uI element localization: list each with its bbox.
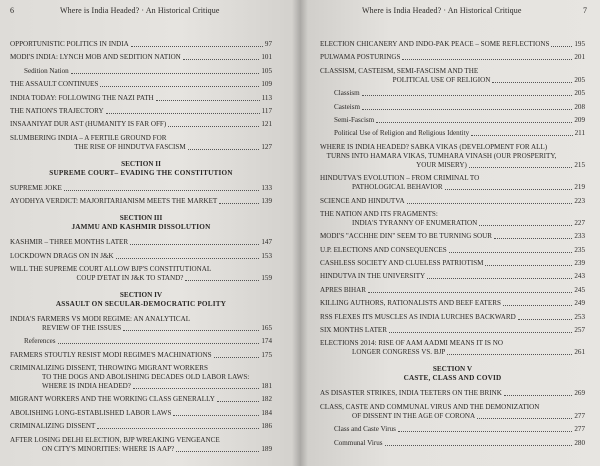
- entry-title-line: INDIA'S TYRANNY OF ENUMERATION: [352, 218, 478, 227]
- dot-leader: [106, 113, 260, 114]
- dot-leader: [214, 357, 260, 358]
- toc-entry[interactable]: [320, 210, 585, 228]
- entry-page-number: 277: [574, 411, 585, 420]
- table-of-contents: [320, 40, 585, 452]
- entry-page-number: 105: [261, 66, 272, 75]
- page-number: 7: [583, 6, 588, 15]
- entry-page-number: 257: [574, 326, 585, 335]
- dot-leader: [362, 95, 573, 96]
- entry-title-line: Class and Caste Virus: [334, 425, 396, 434]
- toc-entry[interactable]: [320, 174, 585, 192]
- entry-page-number: 139: [261, 197, 272, 206]
- toc-entry[interactable]: [10, 80, 272, 89]
- section-number: SECTION II: [121, 159, 161, 168]
- running-title: Where is India Headed? · An Historical Critique: [362, 6, 522, 15]
- entry-title-line: SLUMBERING INDIA – A FERTILE GROUND FOR: [10, 133, 167, 142]
- dot-leader: [133, 388, 260, 389]
- running-title: Where is India Headed? · An Historical Critique: [60, 6, 220, 15]
- entry-page-number: 249: [574, 299, 585, 308]
- entry-title-line: THE NATION AND ITS FRAGMENTS:: [320, 209, 438, 218]
- section-heading: [10, 160, 272, 178]
- entry-page-number: 223: [574, 196, 585, 205]
- entry-title-line: THE NATION'S TRAJECTORY: [10, 106, 104, 115]
- entry-page-number: 215: [574, 160, 585, 169]
- entry-title-line: Sedition Nation: [24, 66, 69, 75]
- dot-leader: [504, 395, 573, 396]
- entry-title-line: INDIA TODAY: FOLLOWING THE NAZI PATH: [10, 93, 154, 102]
- entry-page-number: 175: [261, 350, 272, 359]
- entry-page-number: 233: [574, 232, 585, 241]
- entry-page-number: 181: [261, 382, 272, 391]
- dot-leader: [100, 86, 259, 87]
- dot-leader: [156, 100, 260, 101]
- entry-title-line: ABOLISHING LONG-ESTABLISHED LABOR LAWS: [10, 408, 172, 417]
- dot-leader: [58, 343, 260, 344]
- toc-entry[interactable]: [10, 238, 272, 247]
- entry-title-line: KILLING AUTHORS, RATIONALISTS AND BEEF EATERS: [320, 299, 501, 308]
- entry-title-line: CASHLESS SOCIETY AND CLUELESS PATRIOTISM: [320, 259, 484, 268]
- entry-title-line: WILL THE SUPREME COURT ALLOW BJP'S CONSTITUTIONAL: [10, 264, 212, 273]
- entry-title-line: RSS FLEXES ITS MUSCLES AS INDIA LURCHES BACKWARD: [320, 312, 516, 321]
- entry-page-number: 245: [574, 285, 585, 294]
- dot-leader: [217, 401, 259, 402]
- toc-entry[interactable]: [10, 395, 272, 404]
- dot-leader: [219, 203, 259, 204]
- entry-page-number: 117: [261, 106, 272, 115]
- entry-title-line: YOUR MISERY): [416, 160, 467, 169]
- toc-entry[interactable]: [10, 364, 272, 391]
- section-number: SECTION III: [119, 214, 163, 223]
- dot-leader: [185, 280, 259, 281]
- entry-title-line: INSAANIYAT DUR AST (HUMANITY IS FAR OFF): [10, 120, 167, 129]
- page-number: 6: [10, 6, 15, 15]
- entry-page-number: 153: [261, 251, 272, 260]
- entry-page-number: 147: [261, 238, 272, 247]
- dot-leader: [479, 225, 572, 226]
- dot-leader: [503, 305, 572, 306]
- entry-page-number: 205: [574, 75, 585, 84]
- toc-entry[interactable]: [320, 143, 585, 170]
- dot-leader: [97, 428, 259, 429]
- entry-page-number: 165: [261, 323, 272, 332]
- dot-leader: [398, 431, 572, 432]
- entry-page-number: 182: [261, 395, 272, 404]
- entry-page-number: 209: [574, 115, 585, 124]
- entry-page-number: 205: [574, 89, 585, 98]
- toc-subentry[interactable]: [10, 337, 272, 346]
- entry-title-line: Communal Virus: [334, 438, 383, 447]
- dot-leader: [116, 258, 260, 259]
- entry-title-line: ELECTION CHICANERY AND INDO-PAK PEACE – SOME REFLECTIONS: [320, 40, 550, 48]
- dot-leader: [494, 238, 572, 239]
- table-of-contents: [10, 40, 272, 458]
- entry-page-number: 184: [261, 408, 272, 417]
- dot-leader: [176, 451, 259, 452]
- dot-leader: [362, 109, 572, 110]
- toc-entry[interactable]: [320, 403, 585, 421]
- entry-title-line: PATHOLOGICAL BEHAVIOR: [352, 183, 443, 192]
- entry-title-line: Political Use of Religion and Religious Identity: [334, 129, 470, 138]
- entry-title-line: ON CITY'S MINORITIES: WHERE IS AAP?: [42, 444, 175, 453]
- entry-title-line: POLITICAL USE OF RELIGION: [392, 75, 491, 84]
- section-title: CASTE, CLASS AND COVID: [403, 374, 502, 383]
- dot-leader: [477, 418, 572, 419]
- section-number: SECTION V: [432, 365, 473, 374]
- toc-subentry[interactable]: [320, 89, 585, 98]
- entry-page-number: 109: [261, 80, 272, 89]
- toc-entry[interactable]: [10, 40, 272, 49]
- section-heading: [10, 291, 272, 309]
- entry-page-number: 101: [261, 53, 272, 62]
- entry-title-line: Semi-Fascism: [334, 115, 375, 124]
- dot-leader: [368, 292, 572, 293]
- section-heading: [320, 365, 585, 383]
- dot-leader: [492, 82, 572, 83]
- dot-leader: [427, 278, 572, 279]
- toc-entry[interactable]: [10, 53, 272, 62]
- entry-title-line: FARMERS STOUTLY RESIST MODI REGIME'S MACHINATIONS: [10, 350, 212, 359]
- dot-leader: [447, 354, 572, 355]
- section-title: SUPREME COURT– EVADING THE CONSTITUTION: [49, 168, 233, 177]
- toc-entry[interactable]: [10, 265, 272, 283]
- entry-title-line: Classism: [334, 89, 360, 98]
- toc-subentry[interactable]: [320, 425, 585, 434]
- dot-leader: [131, 46, 263, 47]
- entry-title-line: KASHMIR – THREE MONTHS LATER: [10, 238, 129, 247]
- entry-page-number: 261: [574, 348, 585, 357]
- toc-entry[interactable]: [320, 272, 585, 281]
- entry-title-line: HINDUTVA IN THE UNIVERSITY: [320, 272, 426, 281]
- entry-title-line: CRIMINALIZING DISSENT, THROWING MIGRANT WORKERS: [10, 364, 208, 373]
- entry-title-line: Casteism: [334, 102, 361, 111]
- toc-entry[interactable]: [10, 107, 272, 116]
- entry-page-number: 280: [574, 438, 585, 447]
- entry-title-line: TO THE DOGS AND ABOLISHING DECADES OLD LABOR LAWS:: [42, 373, 250, 382]
- entry-page-number: 97: [264, 40, 272, 48]
- right-page: [300, 0, 600, 466]
- toc-subentry[interactable]: [320, 129, 585, 138]
- toc-entry[interactable]: [10, 252, 272, 261]
- entry-title-line: WHERE IS INDIA HEADED? SABKA VIKAS (DEVELOPMENT FOR ALL): [320, 142, 548, 151]
- toc-entry[interactable]: [320, 326, 585, 335]
- toc-subentry[interactable]: [320, 103, 585, 112]
- entry-page-number: 211: [574, 129, 585, 138]
- toc-entry[interactable]: [320, 389, 585, 398]
- entry-title-line: WHERE IS INDIA HEADED?: [42, 382, 131, 391]
- entry-title-line: CRIMINALIZING DISSENT: [10, 422, 96, 431]
- entry-title-line: AFTER LOSING DELHI ELECTION, BJP WREAKING VENGEANCE: [10, 435, 220, 444]
- entry-page-number: 121: [261, 120, 272, 129]
- entry-title-line: HINDUTVA'S EVOLUTION – FROM CRIMINAL TO: [320, 174, 480, 183]
- entry-title-line: CLASSISM, CASTEISM, SEMI-FASCISM AND THE: [320, 66, 479, 75]
- dot-leader: [123, 330, 259, 331]
- entry-page-number: 243: [574, 272, 585, 281]
- dot-leader: [551, 46, 572, 47]
- toc-entry[interactable]: [320, 286, 585, 295]
- entry-page-number: 159: [261, 273, 272, 282]
- entry-title-line: OF DISSENT IN THE AGE OF CORONA: [352, 411, 476, 420]
- entry-title-line: AS DISASTER STRIKES, INDIA TEETERS ON THE BRINK: [320, 389, 502, 398]
- entry-title-line: CLASS, CASTE AND COMMUNAL VIRUS AND THE DEMONIZATION: [320, 402, 540, 411]
- toc-entry[interactable]: [10, 422, 272, 431]
- dot-leader: [173, 415, 259, 416]
- entry-title-line: PULWAMA POSTURINGS: [320, 53, 401, 62]
- dot-leader: [449, 252, 573, 253]
- section-heading: [10, 214, 272, 232]
- entry-title-line: OPPORTUNISTIC POLITICS IN INDIA: [10, 40, 129, 48]
- toc-subentry[interactable]: [320, 439, 585, 448]
- entry-page-number: 201: [574, 53, 585, 62]
- entry-page-number: 174: [261, 337, 272, 346]
- section-title: JAMMU AND KASHMIR DISSOLUTION: [71, 223, 211, 232]
- entry-title-line: MODI'S "ACCHHE DIN" SEEM TO BE TURNING SOUR: [320, 232, 493, 241]
- toc-entry[interactable]: [10, 134, 272, 152]
- entry-title-line: LONGER CONGRESS VS. BJP: [352, 348, 446, 357]
- entry-page-number: 227: [574, 218, 585, 227]
- dot-leader: [402, 59, 572, 60]
- dot-leader: [471, 135, 572, 136]
- toc-subentry[interactable]: [10, 67, 272, 76]
- entry-title-line: MODI'S INDIA: LYNCH MOB AND SEDITION NATION: [10, 53, 181, 62]
- entry-page-number: 113: [261, 93, 272, 102]
- dot-leader: [64, 190, 260, 191]
- toc-entry[interactable]: [10, 197, 272, 206]
- entry-title-line: References: [24, 337, 56, 346]
- entry-title-line: THE RISE OF HINDUTVA FASCISM: [74, 142, 186, 151]
- entry-page-number: 235: [574, 245, 585, 254]
- dot-leader: [518, 319, 573, 320]
- entry-page-number: 239: [574, 259, 585, 268]
- dot-leader: [407, 203, 573, 204]
- entry-page-number: 186: [261, 422, 272, 431]
- dot-leader: [445, 189, 573, 190]
- toc-entry[interactable]: [10, 436, 272, 454]
- dot-leader: [376, 122, 572, 123]
- toc-entry[interactable]: [320, 67, 585, 85]
- section-number: SECTION IV: [119, 290, 163, 299]
- entry-title-line: APRES BIHAR: [320, 285, 366, 294]
- toc-entry[interactable]: [320, 53, 585, 62]
- entry-title-line: AYODHYA VERDICT: MAJORITARIANISM MEETS THE MARKET: [10, 197, 218, 206]
- toc-entry[interactable]: [10, 315, 272, 333]
- entry-title-line: TURNS INTO HAMARA VIKAS, TUMHARA VINASH (OUR PROSPERITY,: [326, 151, 557, 160]
- entry-page-number: 253: [574, 312, 585, 321]
- toc-entry[interactable]: [10, 351, 272, 360]
- toc-entry[interactable]: [320, 299, 585, 308]
- dot-leader: [71, 73, 260, 74]
- dot-leader: [389, 332, 572, 333]
- entry-page-number: 133: [261, 183, 272, 192]
- toc-subentry[interactable]: [320, 116, 585, 125]
- dot-leader: [469, 167, 573, 168]
- entry-page-number: 195: [574, 40, 585, 48]
- entry-title-line: SCIENCE AND HINDUTVA: [320, 196, 405, 205]
- entry-page-number: 277: [574, 425, 585, 434]
- entry-title-line: SIX MONTHS LATER: [320, 326, 387, 335]
- entry-page-number: 269: [574, 389, 585, 398]
- dot-leader: [188, 149, 260, 150]
- entry-title-line: COUP D'ETAT IN J&K TO STAND?: [76, 273, 184, 282]
- dot-leader: [385, 445, 573, 446]
- entry-title-line: INDIA'S FARMERS VS MODI REGIME: AN ANALYTICAL: [10, 314, 191, 323]
- toc-entry[interactable]: [320, 197, 585, 206]
- toc-entry[interactable]: [320, 313, 585, 322]
- entry-title-line: LOCKDOWN DRAGS ON IN J&K: [10, 251, 114, 260]
- entry-title-line: U.P. ELECTIONS AND CONSEQUENCES: [320, 245, 447, 254]
- entry-title-line: SUPREME JOKE: [10, 183, 62, 192]
- entry-page-number: 208: [574, 102, 585, 111]
- toc-entry[interactable]: [10, 409, 272, 418]
- toc-entry[interactable]: [320, 259, 585, 268]
- dot-leader: [168, 126, 259, 127]
- entry-title-line: THE ASSAULT CONTINUES: [10, 80, 99, 89]
- toc-entry[interactable]: [10, 94, 272, 103]
- toc-entry[interactable]: [320, 40, 585, 49]
- entry-title-line: ELECTIONS 2014: RISE OF AAM AADMI MEANS IT IS NO: [320, 339, 503, 348]
- toc-entry[interactable]: [10, 120, 272, 129]
- entry-page-number: 127: [261, 142, 272, 151]
- toc-entry[interactable]: [10, 184, 272, 193]
- dot-leader: [183, 59, 260, 60]
- toc-entry[interactable]: [320, 232, 585, 241]
- entry-title-line: REVIEW OF THE ISSUES: [42, 323, 122, 332]
- toc-entry[interactable]: [320, 339, 585, 357]
- dot-leader: [485, 265, 572, 266]
- dot-leader: [130, 244, 259, 245]
- toc-entry[interactable]: [320, 246, 585, 255]
- entry-page-number: 189: [261, 444, 272, 453]
- entry-page-number: 219: [574, 183, 585, 192]
- entry-title-line: MIGRANT WORKERS AND THE WORKING CLASS GENERALLY: [10, 395, 215, 404]
- section-title: ASSAULT ON SECULAR-DEMOCRATIC POLITY: [55, 299, 227, 308]
